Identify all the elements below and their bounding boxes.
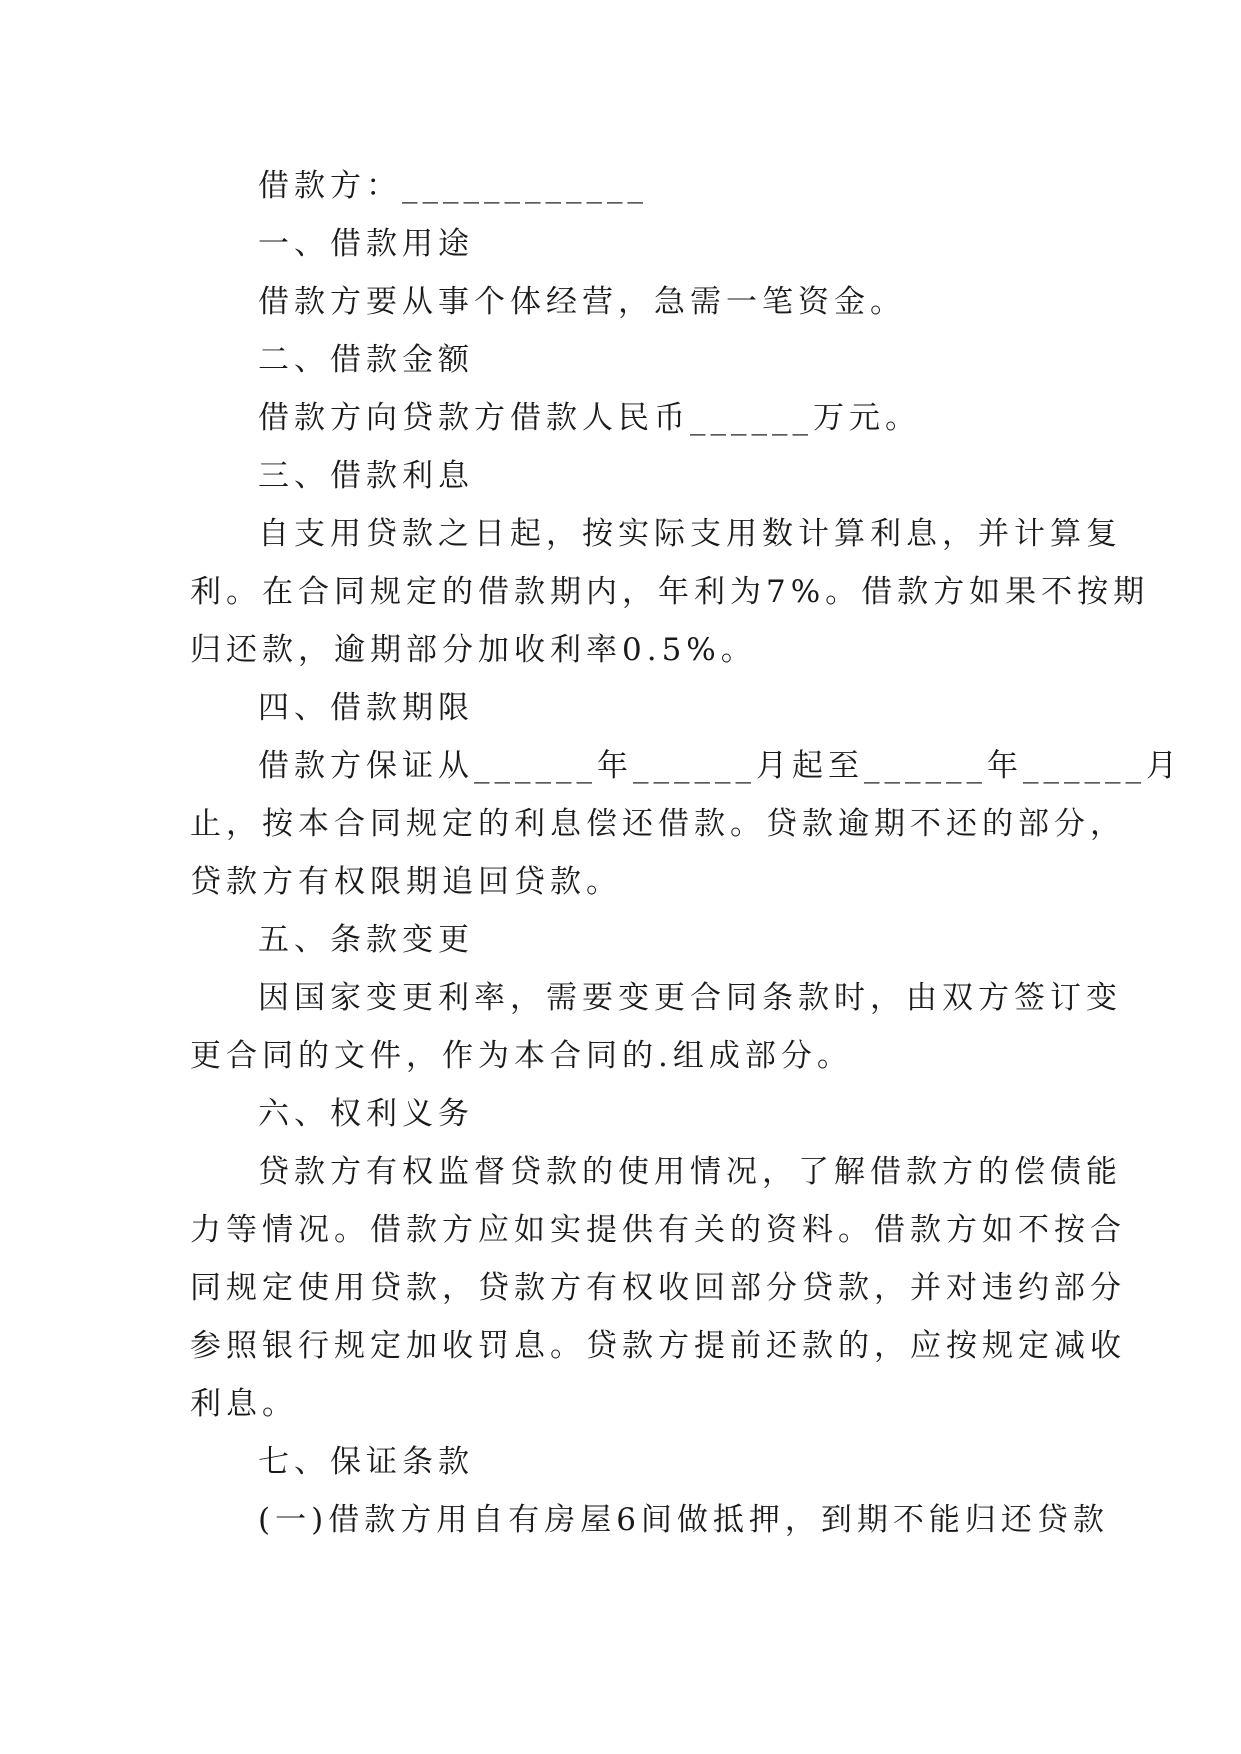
document-page: [190, 157, 1182, 1549]
paragraph-line: 同规定使用贷款，贷款方有权收回部分贷款，并对违约部分: [190, 1270, 1126, 1306]
section-heading-amount: 二、借款金额: [258, 342, 474, 378]
section-heading-purpose: 一、借款用途: [258, 226, 474, 262]
paragraph-line: 更合同的文件，作为本合同的.组成部分。: [190, 1038, 853, 1074]
paragraph-line: 借款方保证从______年______月起至______年______月: [258, 748, 1182, 784]
section-heading-guarantee: 七、保证条款: [258, 1444, 474, 1480]
paragraph-line: 借款方向贷款方借款人民币______万元。: [258, 400, 921, 436]
paragraph-line: 贷款方有权监督贷款的使用情况，了解借款方的偿债能: [258, 1154, 1122, 1190]
paragraph-line: 利。在合同规定的借款期内，年利为7%。借款方如果不按期: [190, 574, 1150, 610]
paragraph-line: 自支用贷款之日起，按实际支用数计算利息，并计算复: [258, 516, 1122, 552]
paragraph-line: 借款方要从事个体经营，急需一笔资金。: [258, 284, 906, 320]
paragraph-line: 力等情况。借款方应如实提供有关的资料。借款方如不按合: [190, 1212, 1126, 1248]
paragraph-line: 归还款，逾期部分加收利率0.5%。: [190, 632, 757, 668]
paragraph-line: 贷款方有权限期追回贷款。: [190, 864, 622, 900]
section-heading-term: 四、借款期限: [258, 690, 474, 726]
paragraph-line: (一)借款方用自有房屋6间做抵押，到期不能归还贷款: [258, 1502, 1109, 1538]
paragraph-line: 参照银行规定加收罚息。贷款方提前还款的，应按规定减收: [190, 1328, 1126, 1364]
paragraph-line: 因国家变更利率，需要变更合同条款时，由双方签订变: [258, 980, 1122, 1016]
paragraph-line: 利息。: [190, 1386, 298, 1422]
borrower-line: 借款方：____________: [258, 168, 648, 204]
section-heading-changes: 五、条款变更: [258, 922, 474, 958]
section-heading-rights: 六、权利义务: [258, 1096, 474, 1132]
section-heading-interest: 三、借款利息: [258, 458, 474, 494]
paragraph-line: 止，按本合同规定的利息偿还借款。贷款逾期不还的部分，: [190, 806, 1126, 842]
